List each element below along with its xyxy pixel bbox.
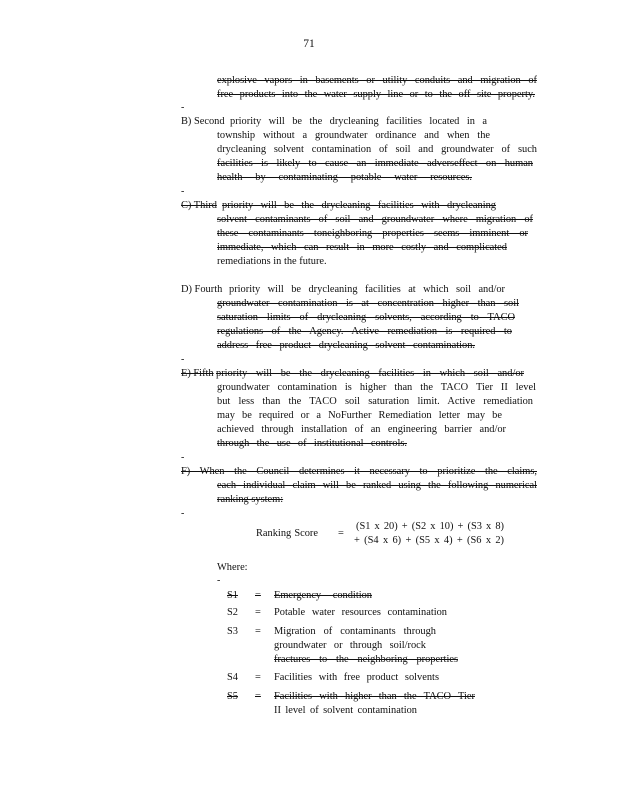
para-c-line-1: priority will be the drycleaning facilities with drycleaning (222, 200, 496, 211)
para-d-line-4: regulations of the Agency. Active remediation is required to (217, 326, 512, 337)
para-d-line-5: address free product drycleaning solvent contamination. (217, 340, 475, 351)
para-c-line-5: remediations in the future. (217, 256, 327, 267)
para-f-line-1: F) When the Council determines it necessary to prioritize the claims, (181, 466, 537, 477)
formula-line-1: (S1 x 20) + (S2 x 10) + (S3 x 8) (356, 521, 504, 532)
para-c-line-2: solvent contaminants of soil and groundwater where migration of (217, 214, 533, 225)
def-text: Potable water resources contamination (274, 607, 447, 618)
para-e-line-5: achieved through installation of an engineering barrier and/or (217, 424, 506, 435)
para-b-line-3: drycleaning solvent contamination of soil and groundwater of such (217, 144, 537, 155)
def-symbol: S5 (227, 691, 238, 702)
def-symbol: S1 (227, 590, 238, 601)
para-a-line-1: explosive vapors in basements or utility conduits and migration of (217, 75, 537, 86)
ranking-score-label: Ranking Score (256, 528, 318, 539)
para-c-line-3: these contaminants toneighboring properties seems imminent or (217, 228, 528, 239)
page-number: 71 (303, 38, 315, 50)
def-equals: = (255, 590, 261, 601)
revision-dash: - (181, 102, 185, 113)
def-text: groundwater or through soil/rock (274, 640, 426, 651)
para-f-line-2: each individual claim will be ranked using the following numerical (217, 480, 537, 491)
where-label: Where: (217, 562, 248, 573)
ranking-score-equals: = (338, 528, 344, 539)
revision-dash: - (181, 186, 185, 197)
def-text: II level of solvent contamination (274, 705, 417, 716)
def-symbol: S3 (227, 626, 238, 637)
def-text: fractures to the neighboring properties (274, 654, 458, 665)
def-text: Facilities with higher than the TACO Tier (274, 691, 475, 702)
def-symbol: S2 (227, 607, 238, 618)
para-e-line-2: groundwater contamination is higher than the TACO Tier II level (217, 382, 536, 393)
formula-line-2: + (S4 x 6) + (S5 x 4) + (S6 x 2) (354, 535, 504, 546)
para-b-line-2: township without a groundwater ordinance and when the (217, 130, 490, 141)
def-text: Facilities with free product solvents (274, 672, 439, 683)
para-e-label: E) Fifth (181, 368, 214, 379)
def-text: Emergency condition (274, 590, 372, 601)
para-c-line-4: immediate, which can result in more costly and complicated (217, 242, 507, 253)
para-d-line-3: saturation limits of drycleaning solvents, according to TACO (217, 312, 515, 323)
def-symbol: S4 (227, 672, 238, 683)
para-c-label: C) Third (181, 200, 217, 211)
para-e-line-4: may be required or a NoFurther Remediation letter may be (217, 410, 502, 421)
para-d-line-1: priority will be drycleaning facilities at which soil and/or (229, 284, 505, 295)
def-equals: = (255, 672, 261, 683)
revision-dash: - (181, 354, 185, 365)
para-e-line-1: priority will be the drycleaning facilities in which soil and/or (216, 368, 524, 379)
para-e-line-3: but less than the TACO soil saturation limit. Active remediation (217, 396, 533, 407)
def-equals: = (255, 626, 261, 637)
para-d-line-2: groundwater contamination is at concentration higher than soil (217, 298, 519, 309)
def-text: Migration of contaminants through (274, 626, 436, 637)
para-d-label: D) Fourth (181, 284, 223, 295)
para-e-line-6: through the use of institutional controls. (217, 438, 407, 449)
para-a-line-2: free products into the water supply line or to the off site property. (217, 89, 535, 100)
revision-dash: - (181, 452, 185, 463)
para-b-label: B) Second (181, 116, 225, 127)
def-equals: = (255, 607, 261, 618)
para-b-line-4: facilities is likely to cause an immediate adverseffect on human (217, 158, 533, 169)
para-f-line-3: ranking system: (217, 494, 284, 505)
para-b-line-5: health by contaminating potable water resources. (217, 172, 472, 183)
para-b-line-1: priority will be the drycleaning facilities located in a (230, 116, 487, 127)
def-equals: = (255, 691, 261, 702)
revision-dash: - (217, 575, 221, 586)
revision-dash: - (181, 508, 185, 519)
